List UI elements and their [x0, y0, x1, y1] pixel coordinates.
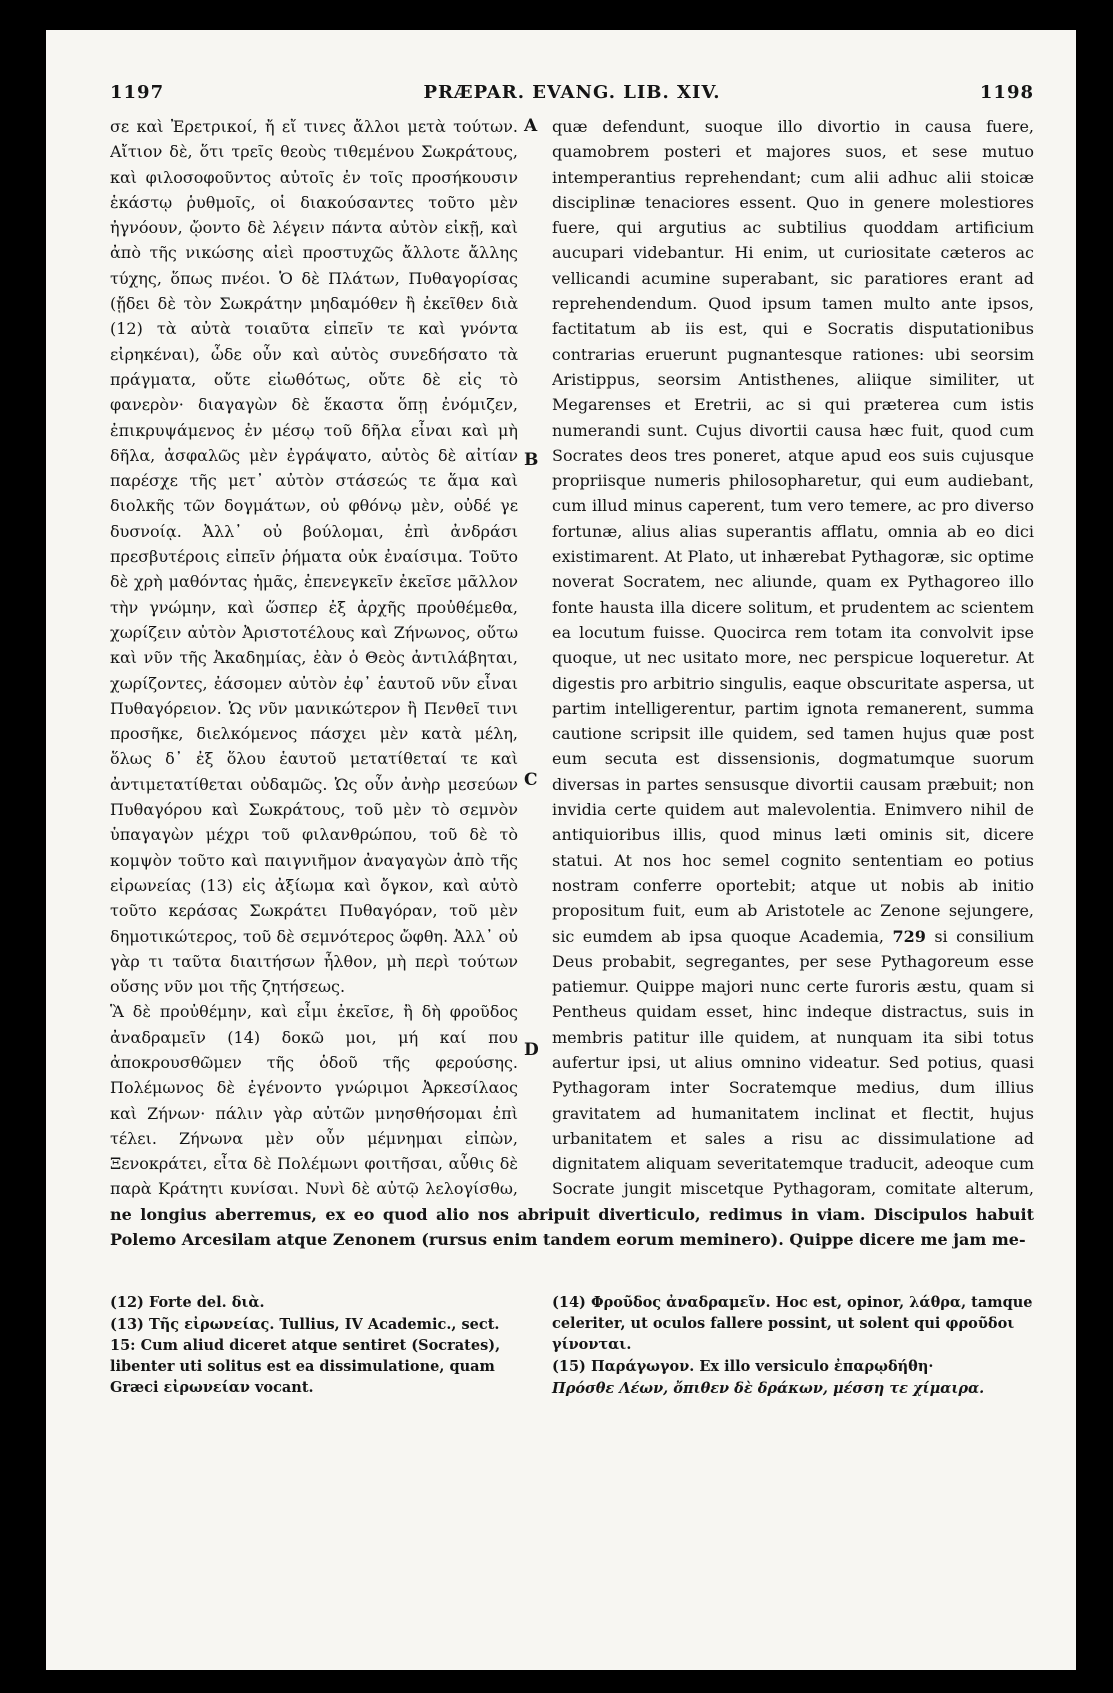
footnote-15-verse: Πρόσθε Λέων, ὄπιθεν δὲ δράκων, μέσση τε χίμαιρα. [552, 1380, 985, 1397]
footnote-15: (15) Παράγωγον. Ex illo versiculo ἐπαρῳδήθη· [552, 1358, 934, 1375]
margin-letter-d: D [524, 1040, 539, 1060]
footnote-12: (12) Forte del. διὰ. [110, 1294, 265, 1311]
latin-text-part-2: si consilium Deus probabit, segregantes, per sese Pythagoreum esse patiemur. Quippe majori nunc certe furoris æstu, quam si Pentheus quidam esset, hinc indeque distractus, suis in membris patitur ille quidem, at nunquam ita sibi totus aufertur ipsi, ut alius omnino videatur. Sed potius, quasi Pythagoram inter Socratemque medius, dum illius gravitatem ad humanitatem inclinat et flectit, hujus urbanitatem et sales a risu ac dissimulatione ad dignitatem aliquam severitatemque traducit, adeoque cum Socrate jungit miscetque Pythagoram, comitate alterum, [552, 926, 1034, 1199]
margin-letter-b: B [524, 450, 539, 470]
latin-text-column [552, 114, 1034, 1204]
running-header [110, 82, 1034, 106]
left-column-number: 1197 [110, 82, 165, 103]
greek-paragraph-1: σε καὶ Ἐρετρικοί, ἤ εἴ τινες ἄλλοι μετὰ τούτων. Αἴτιον δὲ, ὅτι τρεῖς θεοὺς τιθεμένου Σωκράτους, καὶ φιλοσοφοῦντος αὐτοῖς ἐν τοῖς προσήκουσιν ἑκάστῳ ῥυθμοῖς, οἱ διακούσαντες τοῦτο μὲν ἠγνόουν, ᾤοντο δὲ λέγειν πάντα αὐτὸν εἰκῇ, καὶ ἀπὸ τῆς νικώσης αἰεὶ προστυχῶς ἄλλοτε ἄλλης τύχης, ὅπως πνέοι. Ὁ δὲ Πλάτων, Πυθαγορίσας (ᾔδει δὲ τὸν Σωκράτην μηδαμόθεν ἢ ἐκεῖθεν διὰ (12) τὰ αὐτὰ τοιαῦτα εἰπεῖν τε καὶ γνόντα εἰρηκέναι), ὧδε οὖν καὶ αὐτὸς συνεδήσατο τὰ πράγματα, οὔτε εἰωθότως, οὔτε δὲ εἰς τὸ φανερὸν· διαγαγὼν δὲ ἕκαστα ὅπῃ ἐνόμιζεν, ἐπικρυψάμενος ἐν μέσῳ τοῦ δῆλα εἶναι καὶ μὴ δῆλα, ἀσφαλῶς μὲν ἐγράψατο, αὐτὸς δὲ αἰτίαν παρέσχε τῆς μετ᾽ αὐτὸν στάσεώς τε ἅμα καὶ διολκῆς τῶν δογμάτων, οὐ φθόνῳ μὲν, οὐδέ γε δυσνοίᾳ. Ἀλλ᾽ οὐ βούλομαι, ἐπὶ ἀνδράσι πρεσβυτέροις εἰπεῖν ῥήματα οὐκ ἐναίσιμα. Τοῦτο δὲ χρὴ μαθόντας ἡμᾶς, ἐπενεγκεῖν ἐκεῖσε μᾶλλον τὴν γνώμην, καὶ ὥσπερ ἐξ ἀρχῆς προὐθέμεθα, χωρίζειν αὐτὸν Ἀριστοτέλους καὶ Ζήνωνος, οὕτω καὶ νῦν τῆς Ἀκαδημίας, ἐὰν ὁ Θεὸς ἀντιλάβηται, χωρίζοντες, ἐάσομεν αὐτὸν ἐφ᾽ ἑαυτοῦ νῦν εἶναι Πυθαγόρειον. Ὡς νῦν μανικώτερον ἢ Πενθεῖ τινι προσῆκε, διελκόμενος πάσχει μὲν κατὰ μέλη, ὅλως δ᾽ ἐξ ὅλου ἑαυτοῦ μετατίθεταί τε καὶ ἀντιμετατίθεται οὐδαμῶς. Ὡς οὖν ἀνὴρ μεσεύων Πυθαγόρου καὶ Σωκράτους, τοῦ μὲν τὸ σεμνὸν ὑπαγαγὼν μέχρι τοῦ φιλανθρώπου, τοῦ δὲ τὸ κομψὸν τοῦτο καὶ παιγνιῆμον ἀναγαγὼν ἀπὸ τῆς εἰρωνείας (13) εἰς ἀξίωμα καὶ ὄγκον, καὶ αὐτὸ τοῦτο κεράσας Σωκράτει Πυθαγόραν, τοῦ μὲν δημοτικώτερος, τοῦ δὲ σεμνότερος ὤφθη. Ἀλλ᾽ οὐ γὰρ τι ταῦτα διαιτήσων ἦλθον, μὴ περὶ τούτων οὔσης νῦν μοι τῆς ζητήσεως. [110, 117, 518, 997]
footnotes-left [110, 1292, 522, 1399]
full-width-continuation [110, 1202, 1034, 1253]
running-title: PRÆPAR. EVANG. LIB. XIV. [423, 82, 721, 103]
latin-text-part-1: quæ defendunt, suoque illo divortio in causa fuere, quamobrem posteri et majores suos, et sese mutuo intemperantius reprehendant; cum alii adhuc alii stoicæ disciplinæ tenaciores essent. Quo in genere molestiores fuere, qui argutius ac subtilius quoddam artificium aucupari videbantur. Hi enim, ut curiositate cæteros ac vellicandi acumine superabant, sic paratiores erant ad reprehendendum. Quod ipsum tamen multo ante ipsos, factitatum ab iis est, qui e Socratis disputationibus contrarias eruerunt pugnantesque rationes: ubi seorsim Aristippus, seorsim Antisthenes, aliique similiter, ut Megarenses et Eretrii, ac si qui præterea cum istis numerandi sunt. Cujus divortii causa hæc fuit, quod cum Socrates deos tres poneret, atque apud eos suis cujusque propriisque numeris philosopharetur, qui eum audiebant, cum illud minus caperent, tum vero temere, ac pro diverso fortunæ, alius alias superantis afflatu, omnia ab eo dici existimarent. At Plato, ut inhærebat Pythagoræ, sic optime noverat Socratem, nec aliunde, quam ex Pythagoreo illo fonte hausta illa dicere solitum, et prudentem ac scientem ea locutum fuisse. Quocirca rem totam ita convolvit ipse quoque, ut nec usitato more, nec perspicue loqueretur. At digestis pro arbitrio singulis, eaque obscuritate aspersa, ut partim intelligerentur, partim ignota remanerent, summa cautione scripsit ille quidem, sed tamen hujus quæ post eum secuta est dissensionis, dogmatumque suorum diversas in partes sensusque divortii causam præbuit; non invidia certe quidem aut malevolentia. Enimvero nihil de antiquioribus illis, quod minus læti ominis sit, dicere statui. At nos hoc semel cognito sententiam eo potius nostram conferre oportebit; atque ut nobis ab initio propositum fuit, eum ab Aristotele ac Zenone sejungere, sic eumdem ab ipsa quoque Academia, [552, 117, 1034, 946]
greek-paragraph-2: Ἃ δὲ προὐθέμην, καὶ εἶμι ἐκεῖσε, ἢ δὴ φροῦδος ἀναδραμεῖν (14) δοκῶ μοι, μή καί που ἀποκρουσθῶμεν τῆς ὁδοῦ τῆς φερούσης. Πολέμωνος δὲ ἐγένοντο γνώριμοι Ἀρκεσίλαος καὶ Ζήνων· πάλιν γὰρ αὐτῶν μνησθήσομαι ἐπὶ τέλει. Ζήνωνα μὲν οὖν μέμνημαι εἰπὼν, Ξενοκράτει, εἶτα δὲ Πολέμωνι φοιτῆσαι, αὖθις δὲ παρὰ Κράτητι κυνίσαι. Νυνὶ δὲ αὐτῷ λελογίσθω, [110, 1002, 518, 1199]
footnotes-right [552, 1292, 1034, 1400]
page-marker: 729 [892, 926, 926, 946]
continuation-text: ne longius aberremus, ex eo quod alio nos abripuit diverticulo, redimus in viam. Discipulos habuit Polemo Arcesilam atque Zenonem (rursus enim tandem eorum meminero). Quippe dicere me jam me- [110, 1205, 1034, 1250]
margin-letter-a: A [524, 116, 538, 136]
book-page [46, 30, 1076, 1670]
footnote-13: (13) Τῆς εἰρωνείας. Tullius, IV Academic., sect. 15: Cum aliud diceret atque sentiret (Socrates), libenter uti solitus est ea dissimulatione, quam Græci εἰρωνείαν vocant. [110, 1316, 501, 1396]
right-column-number: 1198 [979, 82, 1034, 103]
greek-text-column [110, 114, 518, 1204]
footnote-14: (14) Φροῦδος ἀναδραμεῖν. Hoc est, opinor, λάθρα, tamque celeriter, ut oculos fallere possint, ut solent qui φροῦδοι γίνονται. [552, 1294, 1033, 1353]
latin-paragraph-1 [552, 114, 1034, 1204]
margin-letter-c: C [524, 770, 538, 790]
